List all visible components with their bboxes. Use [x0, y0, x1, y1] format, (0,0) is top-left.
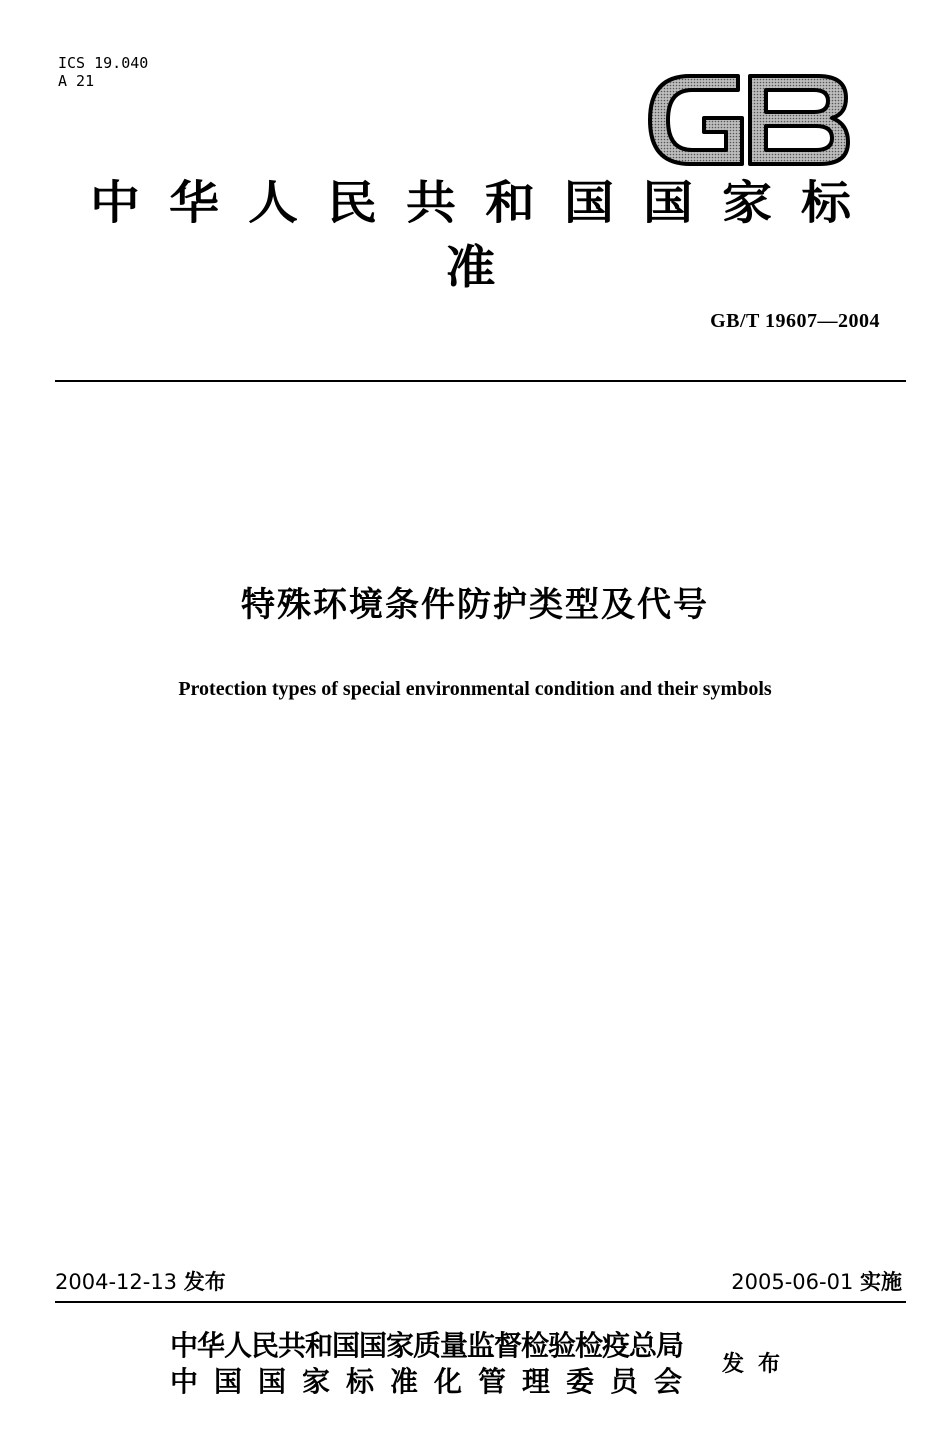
issuer-sac	[170, 1364, 700, 1400]
ccs-code: A 21	[58, 72, 95, 90]
footer-divider	[55, 1301, 906, 1303]
gb-logo	[642, 66, 854, 174]
implement-label: 实施	[860, 1270, 902, 1294]
publish-date-block	[55, 1268, 226, 1296]
standard-title-text: 中华人民共和国国家标准	[90, 175, 880, 294]
implement-date-block	[731, 1268, 902, 1296]
classification-codes	[58, 55, 148, 91]
issue-label: 发布	[722, 1351, 795, 1377]
ics-code: ICS 19.040	[58, 54, 149, 72]
publish-label: 发布	[183, 1270, 226, 1294]
standard-number: GB/T 19607—2004	[710, 310, 880, 332]
document-title-en: Protection types of special environmental condition and their symbols	[178, 678, 772, 700]
logo-text: GB	[642, 66, 644, 67]
implement-date: 2005-06-01	[731, 1270, 854, 1294]
issuer-aqsiq	[170, 1328, 700, 1364]
publish-date: 2004-12-13	[55, 1270, 178, 1294]
header-divider	[55, 380, 906, 382]
logo-letter-g	[650, 76, 742, 164]
standard-title	[55, 175, 915, 294]
document-title-cn: 特殊环境条件防护类型及代号	[241, 585, 709, 625]
issuing-authorities	[170, 1328, 700, 1400]
issuer-2-text: 中国国家标准化管理委员会	[170, 1365, 699, 1398]
logo-letter-b	[750, 76, 848, 164]
issuer-1-text: 中华人民共和国国家质量监督检验检疫总局	[170, 1329, 684, 1362]
